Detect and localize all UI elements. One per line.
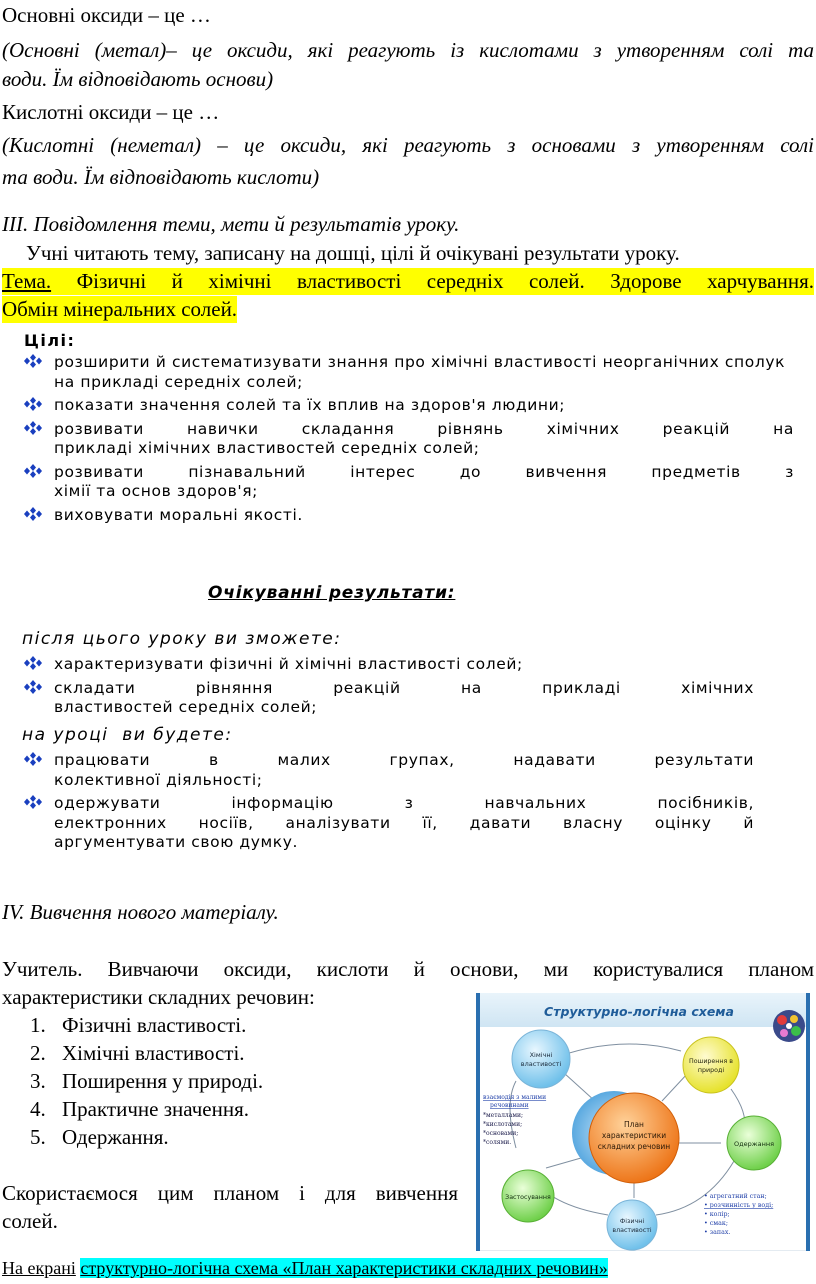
goal-item: розширити й систематизувати знання про хімічні властивості неорганічних сполук на прикладі середніх солей;: [22, 353, 794, 392]
right-annotation-item: • смак;: [704, 1220, 728, 1227]
node-chemical-properties: [512, 1030, 570, 1088]
node-chem-label-1: Хімічні: [529, 1051, 553, 1059]
plan-item: 1. Фізичні властивості.: [30, 1013, 247, 1037]
section-4-heading: IV. Вивчення нового матеріалу.: [2, 900, 279, 924]
diamond-bullet-icon: [24, 507, 42, 527]
structure-logic-slide: [476, 993, 810, 1251]
node-obtaining-label: Одержання: [734, 1140, 774, 1148]
acid-oxides-answer-line2: та води. Їм відповідають кислоти): [2, 165, 320, 189]
use-plan-line1: Скористаємося цим планом і для вивчення: [2, 1181, 458, 1205]
basic-oxides-answer-line2: води. Їм відповідають основи): [2, 67, 274, 91]
left-annotation-item: *солями.: [483, 1139, 512, 1146]
diamond-bullet-icon: [24, 680, 42, 700]
goal-item: розвивати навички складання рівнянь хімічних реакцій на прикладі хімічних властивостей середніх солей;: [22, 420, 794, 459]
left-annotation-item: *основами;: [483, 1130, 519, 1137]
goal-item: розвивати пізнавальний інтерес до вивчення предметів з хімії та основ здоров'я;: [22, 463, 794, 502]
diamond-bullet-icon: [24, 464, 42, 484]
result-item: характеризувати фізичні й хімічні властивості солей;: [22, 655, 754, 675]
result-item: працювати в малих групах, надавати результати колективної діяльності;: [22, 751, 754, 790]
node-physical-properties: [607, 1200, 657, 1250]
right-annotation-item: • розчинність у воді;: [704, 1202, 774, 1209]
goal-item: виховувати моральні якості.: [22, 506, 794, 526]
topic-line1: [2, 268, 814, 295]
center-label-3: складних речовин: [597, 1142, 671, 1151]
diamond-bullet-icon: [24, 397, 42, 417]
acid-oxides-question: Кислотні оксиди – це …: [2, 100, 220, 124]
molecule-logo-icon: [773, 1010, 805, 1042]
topic-text-part1: Фізичні й хімічні властивості середніх солей. Здорове харчування.: [76, 269, 815, 293]
node-chem-label-2: властивості: [520, 1060, 562, 1068]
slide-right-edge: [806, 993, 810, 1251]
basic-oxides-question: Основні оксиди – це …: [2, 3, 211, 27]
topic-line2: Обмін мінеральних солей.: [2, 297, 238, 321]
left-annotation-title-1: взаємодія з малими: [483, 1094, 547, 1101]
teacher-text-line2: характеристики складних речовин:: [2, 985, 315, 1009]
goals-title: Цілі:: [24, 331, 76, 350]
goals-list: [22, 353, 794, 529]
basic-oxides-answer-line1: (Основні (метал)– це оксиди, які реагують із кислотами з утворенням солі та: [2, 38, 814, 62]
characteristics-plan-list: [30, 1011, 263, 1151]
will-list: [22, 751, 754, 857]
use-plan-line2: солей.: [2, 1209, 58, 1233]
diamond-bullet-icon: [24, 421, 42, 441]
topic-label: Тема.: [2, 269, 52, 293]
result-item: складати рівняння реакцій на прикладі хімічних властивостей середніх солей;: [22, 679, 754, 718]
results-title: Очікуванні результати:: [208, 583, 456, 603]
acid-oxides-answer-line1: (Кислотні (неметал) – це оксиди, які реагують з основами з утворенням солі: [2, 133, 814, 157]
plan-item: 5. Одержання.: [30, 1125, 169, 1149]
section-3-heading: ІІІ. Повідомлення теми, мети й результатів уроку.: [2, 212, 460, 236]
right-annotation-item: • колір;: [704, 1211, 730, 1218]
center-label-2: характеристики: [601, 1131, 667, 1140]
in-lesson-heading: на уроці ви будете:: [22, 725, 233, 745]
center-label-1: План: [624, 1120, 644, 1129]
diamond-bullet-icon: [24, 795, 42, 815]
goal-item: показати значення солей та їх вплив на здоров'я людини;: [22, 396, 794, 416]
node-phys-label-1: Фізичні: [619, 1218, 645, 1225]
after-lesson-heading: після цього уроку ви зможете:: [22, 629, 342, 649]
left-annotation-item: *кислотами;: [483, 1121, 523, 1128]
diamond-bullet-icon: [24, 752, 42, 772]
slide-left-edge: [476, 993, 480, 1251]
teacher-text-line1: Учитель. Вивчаючи оксиди, кислоти й основи, ми користувалися планом: [2, 957, 814, 981]
scheme-diagram: [476, 993, 810, 1251]
diamond-bullet-icon: [24, 656, 42, 676]
node-application-label: Застосування: [505, 1194, 551, 1201]
right-annotation-item: • агрегатний стан;: [704, 1193, 767, 1200]
screen-text: структурно-логічна схема «План характеристики складних речовин»: [80, 1258, 608, 1278]
students-read-text: Учні читають тему, записану на дошці, цілі й очікувані результати уроку.: [26, 241, 680, 265]
diamond-bullet-icon: [24, 354, 42, 374]
node-phys-label-2: властивості: [612, 1227, 652, 1234]
right-annotation-item: • запах.: [704, 1229, 731, 1236]
result-item: одержувати інформацію з навчальних посібників, електронних носіїв, аналізувати її, давати власну оцінку й аргументувати свою думку.: [22, 794, 754, 853]
screen-label: На екрані: [2, 1258, 76, 1278]
plan-item: 4. Практичне значення.: [30, 1097, 249, 1121]
plan-item: 3. Поширення у природі.: [30, 1069, 264, 1093]
left-annotation-item: *металлами;: [483, 1112, 524, 1119]
node-occurrence: [683, 1037, 739, 1093]
slide-title: Структурно-логічна схема: [544, 1004, 734, 1019]
node-occurrence-label-1: Поширення в: [688, 1058, 734, 1065]
node-occurrence-label-2: природі: [697, 1067, 725, 1074]
screen-caption: [2, 1256, 608, 1280]
can-list: [22, 655, 754, 722]
left-annotation-title-2: речовинами: [490, 1102, 529, 1109]
plan-item: 2. Хімічні властивості.: [30, 1041, 245, 1065]
